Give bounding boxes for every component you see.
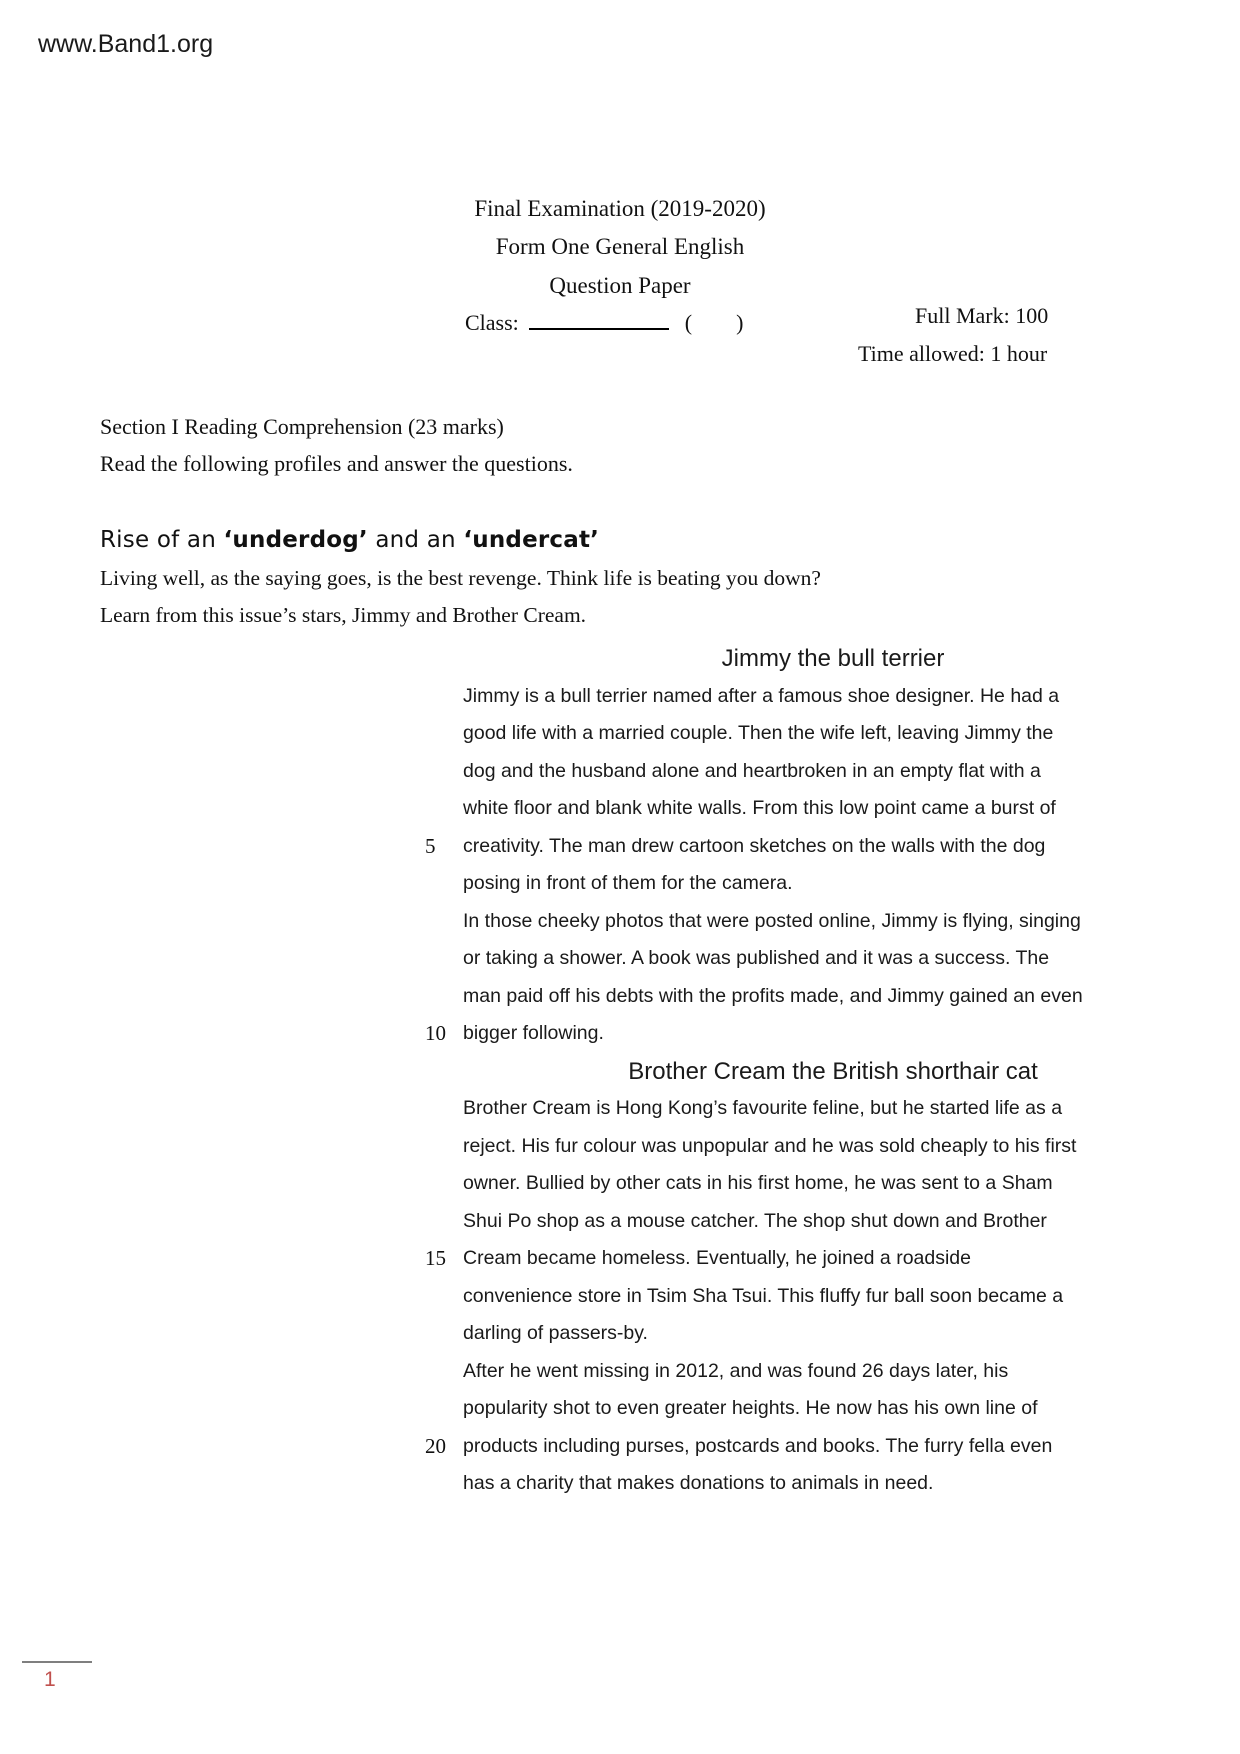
passage-line	[425, 1278, 1205, 1316]
line-text: white floor and blank white walls. From this low point came a burst of	[463, 797, 1056, 819]
line-text: bigger following.	[463, 1022, 604, 1044]
passage-line	[425, 1165, 1205, 1203]
article-title-text: Rise of an	[100, 527, 224, 553]
passage-line	[425, 1203, 1205, 1241]
line-number	[425, 678, 463, 716]
line-number: 5	[425, 833, 436, 858]
line-text: posing in front of them for the camera.	[463, 872, 793, 894]
line-number	[425, 1203, 463, 1241]
class-row	[465, 306, 743, 336]
line-text: Cream became homeless. Eventually, he joined a roadside	[463, 1247, 971, 1269]
line-text: convenience store in Tsim Sha Tsui. This fluffy fur ball soon became a	[463, 1284, 1064, 1307]
line-text: Brother Cream is Hong Kong’s favourite feline, but he started life as a	[463, 1097, 1063, 1119]
line-number	[425, 1278, 463, 1316]
passage-line	[425, 1090, 1205, 1128]
line-number	[425, 1090, 463, 1128]
exam-title-line-1: Final Examination (2019-2020)	[474, 196, 766, 221]
passage-line	[425, 828, 1205, 866]
line-number	[425, 715, 463, 753]
line-number	[425, 978, 463, 1016]
line-text: In those cheeky photos that were posted online, Jimmy is flying, singing	[463, 909, 1081, 932]
line-number	[425, 1390, 463, 1428]
full-mark: Full Mark: 100	[915, 303, 1049, 328]
passage-line	[425, 753, 1205, 791]
line-number	[425, 1165, 463, 1203]
line-number	[425, 790, 463, 828]
class-label: Class:	[465, 310, 519, 335]
passage-line	[425, 678, 1205, 716]
line-number	[425, 903, 463, 941]
passage-line	[425, 790, 1205, 828]
passage-line	[425, 1465, 1205, 1503]
line-number	[425, 753, 463, 791]
line-text: popularity shot to even greater heights. He now has his own line of	[463, 1397, 1038, 1419]
exam-title-line-2: Form One General English	[495, 234, 745, 260]
passage-line	[425, 865, 1205, 903]
time-allowed: Time allowed: 1 hour	[858, 341, 1048, 366]
line-text: or taking a shower. A book was published and it was a success. The	[463, 947, 1050, 969]
line-text: Jimmy is a bull terrier named after a famous shoe designer. He had a	[463, 684, 1060, 707]
line-text: creativity. The man drew cartoon sketches on the walls with the dog	[463, 834, 1046, 857]
article-title	[100, 527, 599, 553]
class-number-parens: ( )	[684, 310, 744, 335]
line-number	[425, 1353, 463, 1391]
article-title-keyword: ‘underdog’	[223, 527, 368, 553]
passage-heading: Jimmy the bull terrier	[721, 645, 945, 672]
passage-line	[425, 1428, 1205, 1466]
line-text: Shui Po shop as a mouse catcher. The shop shut down and Brother	[463, 1209, 1047, 1232]
line-text: good life with a married couple. Then the wife left, leaving Jimmy the	[463, 722, 1054, 744]
line-text: man paid off his debts with the profits made, and Jimmy gained an even	[463, 984, 1083, 1007]
reading-passage	[425, 640, 1205, 1503]
line-number	[425, 940, 463, 978]
line-number	[425, 865, 463, 903]
line-number	[425, 1315, 463, 1353]
line-number	[425, 1128, 463, 1166]
line-text: reject. His fur colour was unpopular and he was sold cheaply to his first	[463, 1134, 1077, 1157]
line-text: owner. Bullied by other cats in his first home, he was sent to a Sham	[463, 1172, 1053, 1194]
article-title-keyword: ‘undercat’	[463, 527, 600, 553]
article-intro-line-1: Living well, as the saying goes, is the best revenge. Think life is beating you down?	[100, 566, 821, 590]
passage-line	[425, 1128, 1205, 1166]
line-number: 10	[425, 1021, 446, 1045]
passage-line	[425, 1390, 1205, 1428]
section-heading: Section I Reading Comprehension (23 marks)	[100, 414, 504, 439]
article-intro-line-2: Learn from this issue’s stars, Jimmy and Brother Cream.	[100, 603, 587, 627]
passage-heading: Brother Cream the British shorthair cat	[628, 1057, 1038, 1085]
line-text: has a charity that makes donations to animals in need.	[463, 1472, 934, 1494]
line-text: darling of passers-by.	[463, 1322, 648, 1344]
article-title-text: and an	[367, 527, 464, 553]
passage-line	[425, 903, 1205, 941]
passage-line	[425, 1315, 1205, 1353]
passage-line	[425, 715, 1205, 753]
site-url: www.Band1.org	[38, 30, 214, 58]
line-text: dog and the husband alone and heartbroken in an empty flat with a	[463, 759, 1041, 782]
exam-title-line-3: Question Paper	[549, 272, 691, 298]
passage-line	[425, 1015, 1205, 1053]
footer-rule	[22, 1661, 92, 1663]
line-number: 15	[425, 1246, 446, 1270]
exam-title-block	[0, 190, 1240, 305]
passage-line	[425, 1240, 1205, 1278]
passage-line	[425, 1353, 1205, 1391]
line-number: 20	[425, 1433, 446, 1458]
line-number	[425, 1465, 463, 1503]
class-blank-line	[529, 306, 669, 330]
passage-line	[425, 940, 1205, 978]
passage-line	[425, 978, 1205, 1016]
page-number: 1	[44, 1668, 56, 1691]
line-text: After he went missing in 2012, and was found 26 days later, his	[463, 1359, 1009, 1382]
line-text: products including purses, postcards and books. The furry fella even	[463, 1434, 1053, 1457]
section-instruction: Read the following profiles and answer the questions.	[100, 451, 573, 476]
